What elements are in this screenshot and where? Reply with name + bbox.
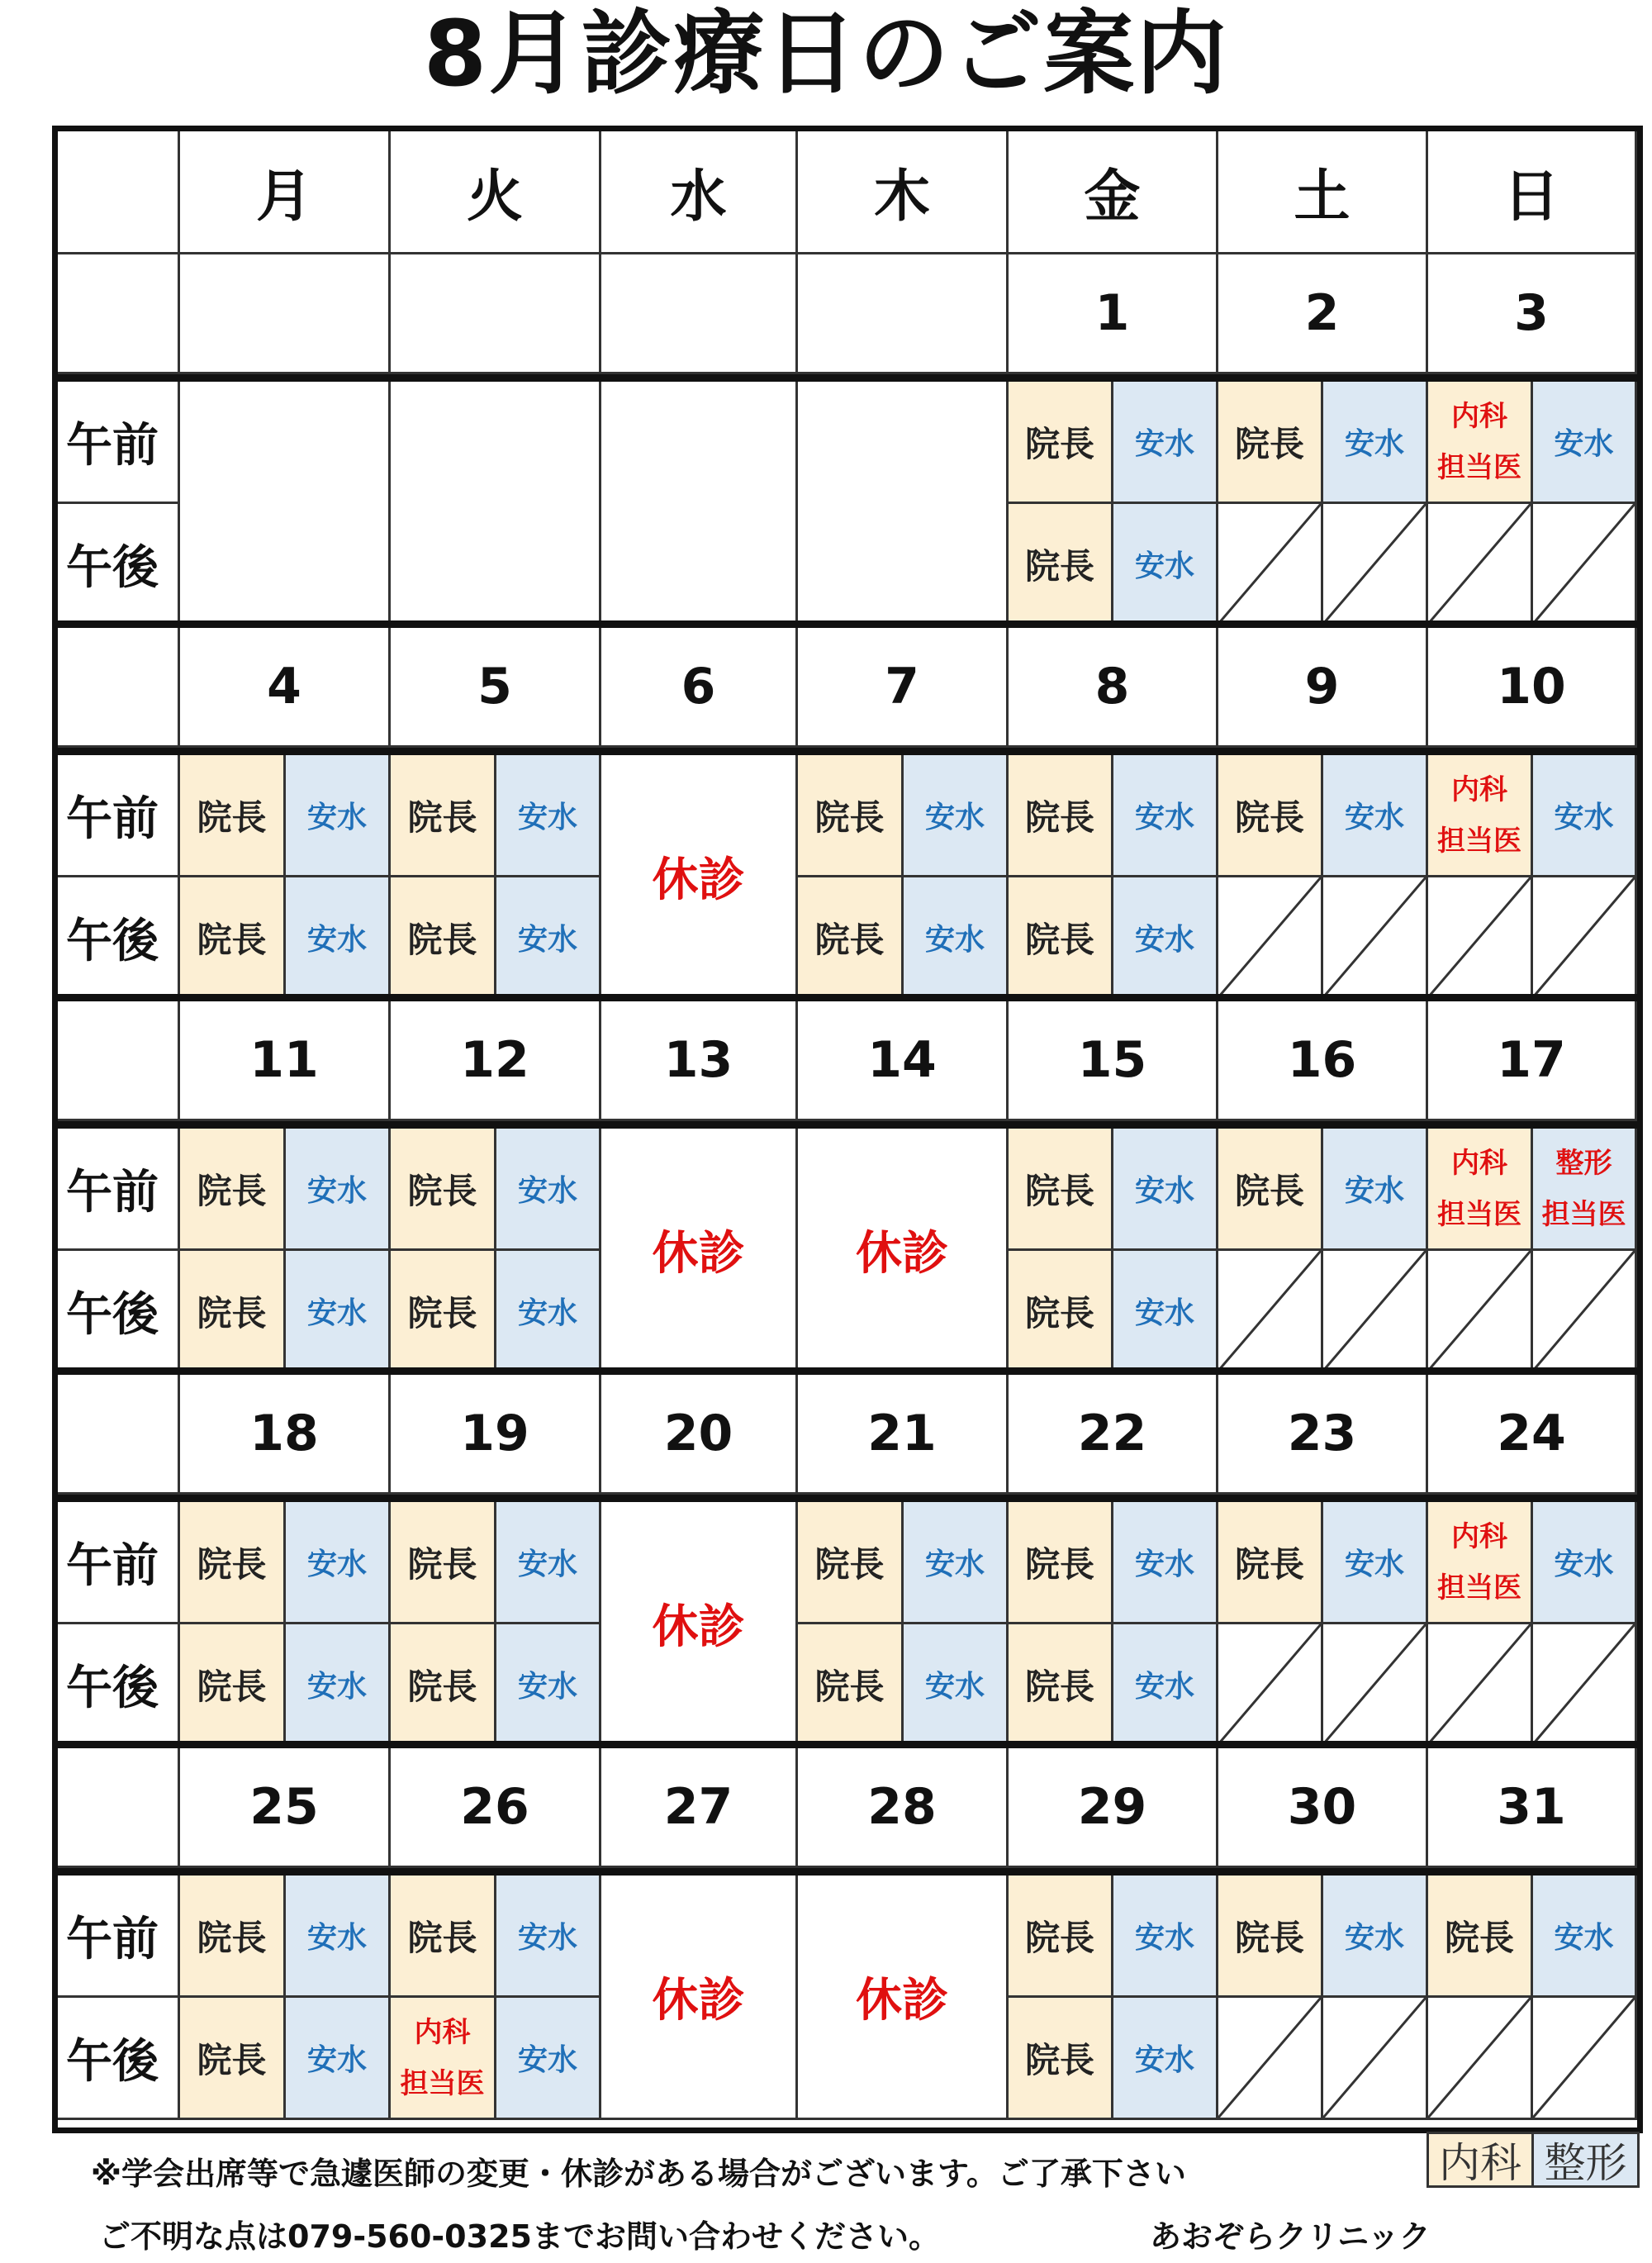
ortho-doctor: 安水 xyxy=(496,1624,601,1747)
special-doctor-line: 担当医 xyxy=(1541,1197,1626,1231)
ortho-doctor: 安水 xyxy=(496,1502,601,1624)
internal-special-doctor xyxy=(1428,755,1533,877)
diagonal-slash-icon xyxy=(1428,1998,1531,2118)
ortho-doctor: 安水 xyxy=(1323,755,1428,877)
empty-day xyxy=(180,382,391,626)
internal-doctor: 院長 xyxy=(798,755,904,877)
ortho-doctor: 安水 xyxy=(1533,1876,1637,1998)
date-cell xyxy=(601,254,798,374)
ortho-doctor: 安水 xyxy=(496,1998,601,2120)
special-doctor-line: 担当医 xyxy=(1437,1571,1521,1605)
weekday-header: 月 xyxy=(180,131,391,254)
pm-label: 午後 xyxy=(58,1251,180,1373)
ortho-doctor: 安水 xyxy=(1323,1876,1428,1998)
legend-ortho: 整形 xyxy=(1534,2132,1640,2188)
date-cell: 12 xyxy=(391,1001,601,1121)
ortho-doctor: 安水 xyxy=(286,755,391,877)
date-cell: 28 xyxy=(798,1748,1009,1868)
no-session-cell xyxy=(1533,1624,1637,1747)
internal-doctor: 院長 xyxy=(798,1624,904,1747)
date-row-label xyxy=(58,1001,180,1121)
ortho-doctor: 安水 xyxy=(286,1624,391,1747)
special-doctor-line: 内科 xyxy=(1451,399,1507,433)
date-cell: 20 xyxy=(601,1375,798,1495)
weekday-header: 日 xyxy=(1428,131,1637,254)
ortho-doctor: 安水 xyxy=(496,1876,601,1998)
internal-doctor: 院長 xyxy=(1009,1876,1113,1998)
internal-doctor: 院長 xyxy=(180,1251,286,1373)
date-row-label xyxy=(58,1375,180,1495)
internal-doctor: 院長 xyxy=(1009,1998,1113,2120)
week-separator xyxy=(58,1741,1637,1748)
no-session-cell xyxy=(1533,1998,1637,2120)
date-cell: 3 xyxy=(1428,254,1637,374)
diagonal-slash-icon xyxy=(1428,877,1531,997)
internal-doctor: 院長 xyxy=(1009,1624,1113,1747)
no-session-cell xyxy=(1323,1251,1428,1373)
empty-day xyxy=(798,382,1009,626)
closed-day: 休診 xyxy=(601,755,798,1000)
special-doctor-line: 内科 xyxy=(1451,1519,1507,1553)
date-cell: 13 xyxy=(601,1001,798,1121)
pm-label: 午後 xyxy=(58,504,180,626)
date-cell: 27 xyxy=(601,1748,798,1868)
date-cell: 29 xyxy=(1009,1748,1218,1868)
internal-doctor: 院長 xyxy=(1009,504,1113,626)
ortho-doctor: 安水 xyxy=(904,755,1009,877)
date-cell: 6 xyxy=(601,628,798,748)
no-session-cell xyxy=(1533,877,1637,1000)
ortho-doctor: 安水 xyxy=(1323,382,1428,504)
special-doctor-line: 内科 xyxy=(1451,1146,1507,1180)
no-session-cell xyxy=(1428,1998,1533,2120)
internal-doctor: 院長 xyxy=(1009,382,1113,504)
special-doctor-line: 内科 xyxy=(414,2015,471,2049)
no-session-cell xyxy=(1218,1251,1323,1373)
ortho-doctor: 安水 xyxy=(286,1129,391,1251)
internal-doctor: 院長 xyxy=(180,1624,286,1747)
ortho-doctor: 安水 xyxy=(496,1251,601,1373)
date-cell: 2 xyxy=(1218,254,1428,374)
ortho-doctor: 安水 xyxy=(496,877,601,1000)
date-cell: 22 xyxy=(1009,1375,1218,1495)
date-cell: 31 xyxy=(1428,1748,1637,1868)
date-cell: 24 xyxy=(1428,1375,1637,1495)
week-separator xyxy=(58,620,1637,628)
weekday-header: 水 xyxy=(601,131,798,254)
empty-day xyxy=(391,382,601,626)
no-session-cell xyxy=(1428,1251,1533,1373)
diagonal-slash-icon xyxy=(1533,1998,1635,2118)
diagonal-slash-icon xyxy=(1218,504,1321,624)
date-cell: 9 xyxy=(1218,628,1428,748)
internal-doctor: 院長 xyxy=(391,1876,496,1998)
ortho-doctor: 安水 xyxy=(1113,1502,1218,1624)
no-session-cell xyxy=(1218,504,1323,626)
no-session-cell xyxy=(1218,1998,1323,2120)
internal-doctor: 院長 xyxy=(180,1876,286,1998)
diagonal-slash-icon xyxy=(1323,1251,1426,1371)
ortho-special-doctor xyxy=(1533,1129,1637,1251)
no-session-cell xyxy=(1323,504,1428,626)
diagonal-slash-icon xyxy=(1533,504,1635,624)
internal-doctor: 院長 xyxy=(391,755,496,877)
no-session-cell xyxy=(1218,877,1323,1000)
internal-special-doctor xyxy=(1428,382,1533,504)
internal-doctor: 院長 xyxy=(391,1624,496,1747)
weekday-header: 火 xyxy=(391,131,601,254)
internal-doctor: 院長 xyxy=(180,1998,286,2120)
internal-doctor: 院長 xyxy=(180,755,286,877)
ortho-doctor: 安水 xyxy=(904,877,1009,1000)
closed-day: 休診 xyxy=(798,1876,1009,2120)
special-doctor-line: 担当医 xyxy=(1437,450,1521,484)
no-session-cell xyxy=(1428,504,1533,626)
ortho-doctor: 安水 xyxy=(1113,382,1218,504)
date-row-label xyxy=(58,1748,180,1868)
internal-doctor: 院長 xyxy=(798,1502,904,1624)
internal-doctor: 院長 xyxy=(1428,1876,1533,1998)
ortho-doctor: 安水 xyxy=(1113,1876,1218,1998)
date-cell: 26 xyxy=(391,1748,601,1868)
internal-doctor: 院長 xyxy=(1218,1129,1323,1251)
internal-doctor: 院長 xyxy=(1218,1876,1323,1998)
am-label: 午前 xyxy=(58,1502,180,1624)
internal-doctor: 院長 xyxy=(391,1129,496,1251)
pm-label: 午後 xyxy=(58,877,180,1000)
no-session-cell xyxy=(1323,1998,1428,2120)
date-cell xyxy=(798,254,1009,374)
diagonal-slash-icon xyxy=(1323,1624,1426,1744)
ortho-doctor: 安水 xyxy=(1533,755,1637,877)
internal-special-doctor xyxy=(1428,1502,1533,1624)
date-cell: 18 xyxy=(180,1375,391,1495)
ortho-doctor: 安水 xyxy=(1113,1624,1218,1747)
date-cell: 19 xyxy=(391,1375,601,1495)
closed-day: 休診 xyxy=(601,1129,798,1373)
closed-day: 休診 xyxy=(601,1502,798,1747)
date-cell: 14 xyxy=(798,1001,1009,1121)
diagonal-slash-icon xyxy=(1428,1251,1531,1371)
internal-doctor: 院長 xyxy=(391,1502,496,1624)
ortho-doctor: 安水 xyxy=(1323,1502,1428,1624)
internal-doctor: 院長 xyxy=(391,877,496,1000)
special-doctor-line: 内科 xyxy=(1451,773,1507,806)
date-cell: 1 xyxy=(1009,254,1218,374)
internal-special-doctor xyxy=(1428,1129,1533,1251)
am-label: 午前 xyxy=(58,755,180,877)
am-label: 午前 xyxy=(58,382,180,504)
note-line-2: ご不明な点は079-560-0325までお問い合わせください。 xyxy=(99,2218,940,2255)
internal-doctor: 院長 xyxy=(798,877,904,1000)
ortho-doctor: 安水 xyxy=(1113,877,1218,1000)
date-cell: 5 xyxy=(391,628,601,748)
date-cell: 17 xyxy=(1428,1001,1637,1121)
internal-doctor: 院長 xyxy=(1009,877,1113,1000)
special-doctor-line: 担当医 xyxy=(1437,1197,1521,1231)
date-row-label xyxy=(58,254,180,374)
pm-label: 午後 xyxy=(58,1624,180,1747)
date-cell: 11 xyxy=(180,1001,391,1121)
week-separator xyxy=(58,1367,1637,1375)
row-separator xyxy=(58,1868,1637,1876)
internal-doctor: 院長 xyxy=(180,1502,286,1624)
diagonal-slash-icon xyxy=(1323,1998,1426,2118)
ortho-doctor: 安水 xyxy=(1533,382,1637,504)
row-separator xyxy=(58,748,1637,755)
diagonal-slash-icon xyxy=(1218,877,1321,997)
header-corner xyxy=(58,131,180,254)
ortho-doctor: 安水 xyxy=(1113,1251,1218,1373)
empty-day xyxy=(601,382,798,626)
special-doctor-line: 整形 xyxy=(1555,1146,1612,1180)
date-cell: 16 xyxy=(1218,1001,1428,1121)
am-label: 午前 xyxy=(58,1876,180,1998)
diagonal-slash-icon xyxy=(1533,1624,1635,1744)
no-session-cell xyxy=(1533,504,1637,626)
row-separator xyxy=(58,1495,1637,1502)
note-line-1: ※学会出席等で急遽医師の変更・休診がある場合がございます。ご了承下さい xyxy=(91,2156,1186,2192)
ortho-doctor: 安水 xyxy=(286,1502,391,1624)
week-separator xyxy=(58,994,1637,1001)
diagonal-slash-icon xyxy=(1323,504,1426,624)
legend-internal: 内科 xyxy=(1427,2132,1534,2188)
no-session-cell xyxy=(1428,877,1533,1000)
internal-doctor: 院長 xyxy=(1218,382,1323,504)
internal-doctor: 院長 xyxy=(1009,755,1113,877)
date-cell: 23 xyxy=(1218,1375,1428,1495)
ortho-doctor: 安水 xyxy=(904,1624,1009,1747)
internal-doctor: 院長 xyxy=(180,877,286,1000)
ortho-doctor: 安水 xyxy=(496,755,601,877)
date-cell: 30 xyxy=(1218,1748,1428,1868)
internal-doctor: 院長 xyxy=(1009,1129,1113,1251)
ortho-doctor: 安水 xyxy=(286,1876,391,1998)
diagonal-slash-icon xyxy=(1533,877,1635,997)
special-doctor-line: 担当医 xyxy=(400,2066,485,2100)
ortho-doctor: 安水 xyxy=(1113,1998,1218,2120)
am-label: 午前 xyxy=(58,1129,180,1251)
date-cell xyxy=(391,254,601,374)
no-session-cell xyxy=(1533,1251,1637,1373)
row-separator xyxy=(58,374,1637,382)
date-cell: 10 xyxy=(1428,628,1637,748)
calendar-grid xyxy=(52,126,1643,2133)
date-cell: 25 xyxy=(180,1748,391,1868)
row-separator xyxy=(58,1121,1637,1129)
no-session-cell xyxy=(1428,1624,1533,1747)
diagonal-slash-icon xyxy=(1428,504,1531,624)
internal-doctor: 院長 xyxy=(391,1251,496,1373)
diagonal-slash-icon xyxy=(1218,1998,1321,2118)
internal-doctor: 院長 xyxy=(1009,1502,1113,1624)
ortho-doctor: 安水 xyxy=(1323,1129,1428,1251)
date-cell: 8 xyxy=(1009,628,1218,748)
internal-doctor: 院長 xyxy=(1218,755,1323,877)
ortho-doctor: 安水 xyxy=(286,877,391,1000)
special-doctor-line: 担当医 xyxy=(1437,824,1521,858)
date-cell: 7 xyxy=(798,628,1009,748)
date-cell: 21 xyxy=(798,1375,1009,1495)
ortho-doctor: 安水 xyxy=(286,1998,391,2120)
date-row-label xyxy=(58,628,180,748)
internal-special-doctor xyxy=(391,1998,496,2120)
no-session-cell xyxy=(1323,1624,1428,1747)
diagonal-slash-icon xyxy=(1218,1251,1321,1371)
ortho-doctor: 安水 xyxy=(1533,1502,1637,1624)
ortho-doctor: 安水 xyxy=(1113,504,1218,626)
clinic-name: あおぞらクリニック xyxy=(1150,2218,1431,2255)
date-cell: 15 xyxy=(1009,1001,1218,1121)
diagonal-slash-icon xyxy=(1533,1251,1635,1371)
no-session-cell xyxy=(1323,877,1428,1000)
weekday-header: 金 xyxy=(1009,131,1218,254)
diagonal-slash-icon xyxy=(1323,877,1426,997)
no-session-cell xyxy=(1218,1624,1323,1747)
internal-doctor: 院長 xyxy=(180,1129,286,1251)
ortho-doctor: 安水 xyxy=(1113,1129,1218,1251)
date-cell: 4 xyxy=(180,628,391,748)
page-title: 8月診療日のご案内 xyxy=(423,1,1229,107)
closed-day: 休診 xyxy=(798,1129,1009,1373)
internal-doctor: 院長 xyxy=(1009,1251,1113,1373)
diagonal-slash-icon xyxy=(1218,1624,1321,1744)
diagonal-slash-icon xyxy=(1428,1624,1531,1744)
date-cell xyxy=(180,254,391,374)
closed-day: 休診 xyxy=(601,1876,798,2120)
ortho-doctor: 安水 xyxy=(904,1502,1009,1624)
weekday-header: 木 xyxy=(798,131,1009,254)
ortho-doctor: 安水 xyxy=(286,1251,391,1373)
ortho-doctor: 安水 xyxy=(496,1129,601,1251)
ortho-doctor: 安水 xyxy=(1113,755,1218,877)
pm-label: 午後 xyxy=(58,1998,180,2120)
internal-doctor: 院長 xyxy=(1218,1502,1323,1624)
weekday-header: 土 xyxy=(1218,131,1428,254)
